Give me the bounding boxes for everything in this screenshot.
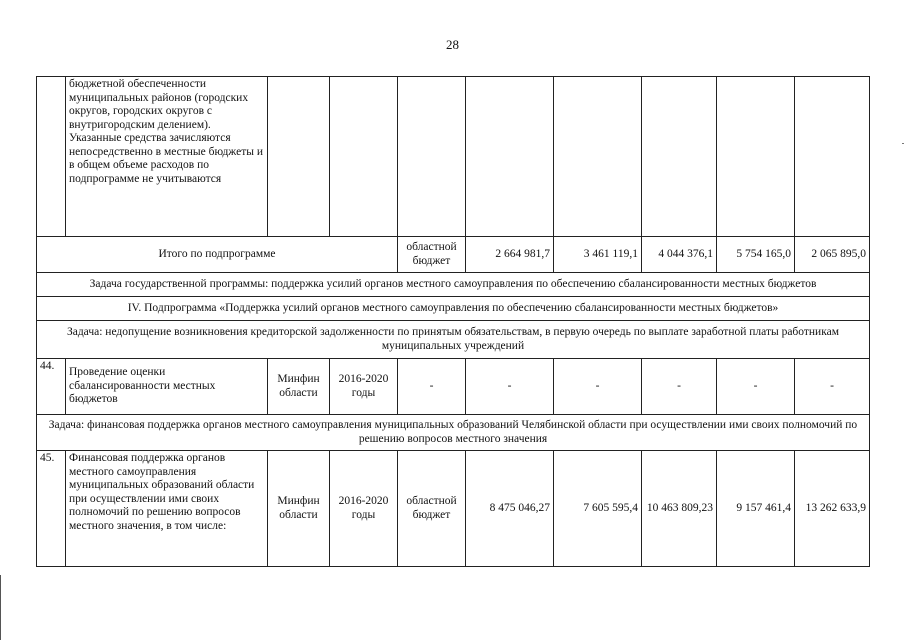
row-value-2016: 8 475 046,27 xyxy=(466,451,554,567)
total-source: областной бюджет xyxy=(398,237,466,273)
total-value-2017: 3 461 119,1 xyxy=(554,237,642,273)
row-value-2017: - xyxy=(554,359,642,415)
row-value-2016: - xyxy=(466,359,554,415)
row-value-2017: 7 605 595,4 xyxy=(554,451,642,567)
row-period: 2016-2020 годы xyxy=(330,451,398,567)
total-value-2019: 5 754 165,0 xyxy=(717,237,795,273)
task-state-program: Задача государственной программы: поддержка усилий органов местного самоуправления по обеспечению сбалансированности местных бюджетов xyxy=(37,273,870,297)
row-value-2020: 13 262 633,9 xyxy=(795,451,870,567)
subprogram-title: IV. Подпрограмма «Поддержка усилий органов местного самоуправления по обеспечению сбалансированности местных бюджетов» xyxy=(37,297,870,321)
description-cell: бюджетной обеспеченности муниципальных районов (городских округов, городских округов с внутригородским делением). Указанные средства зачисляются непосредственно в местные бюджеты и в общем объеме расходов по подпрограмме не учитываются xyxy=(66,77,268,237)
period-cell xyxy=(330,77,398,237)
total-value-2016: 2 664 981,7 xyxy=(466,237,554,273)
table-row-45 xyxy=(37,451,870,567)
page-number: 28 xyxy=(446,37,459,52)
table-row-task-state-program xyxy=(37,273,870,297)
total-value-2018: 4 044 376,1 xyxy=(642,237,717,273)
row-period: 2016-2020 годы xyxy=(330,359,398,415)
row-value-2019: - xyxy=(717,359,795,415)
task-debt: Задача: недопущение возникновения кредиторской задолженности по принятым обязательствам, в первую очередь по выплате заработной платы работникам муниципальных учреждений xyxy=(37,321,870,359)
table-row-total xyxy=(37,237,870,273)
row-value-2018: - xyxy=(642,359,717,415)
row-executor: Минфин области xyxy=(268,359,330,415)
scan-edge-mark xyxy=(902,143,904,144)
total-value-2020: 2 065 895,0 xyxy=(795,237,870,273)
row-number: 44. xyxy=(37,359,66,415)
table-row-task-debt xyxy=(37,321,870,359)
row-value-2020: - xyxy=(795,359,870,415)
row-number-cell xyxy=(37,77,66,237)
row-description: Проведение оценки сбалансированности местных бюджетов xyxy=(66,359,268,415)
value-cell-2020 xyxy=(795,77,870,237)
value-cell-2019 xyxy=(717,77,795,237)
scan-edge-mark xyxy=(0,575,1,640)
row-source: - xyxy=(398,359,466,415)
row-description: Финансовая поддержка органов местного самоуправления муниципальных образований области при осуществлении ими своих полномочий по решению вопросов местного значения, в том числе: xyxy=(66,451,268,567)
row-value-2018: 10 463 809,23 xyxy=(642,451,717,567)
value-cell-2016 xyxy=(466,77,554,237)
subprogram-table xyxy=(36,76,870,567)
value-cell-2018 xyxy=(642,77,717,237)
value-cell-2017 xyxy=(554,77,642,237)
total-label: Итого по подпрограмме xyxy=(37,237,398,273)
source-cell xyxy=(398,77,466,237)
row-executor: Минфин области xyxy=(268,451,330,567)
row-value-2019: 9 157 461,4 xyxy=(717,451,795,567)
task-financial: Задача: финансовая поддержка органов местного самоуправления муниципальных образований Челябинской области при осуществлении ими своих полномочий по решению вопросов местного значения xyxy=(37,415,870,451)
executor-cell xyxy=(268,77,330,237)
row-number: 45. xyxy=(37,451,66,567)
table-row-task-financial xyxy=(37,415,870,451)
table-row-continuation xyxy=(37,77,870,237)
table-row-44 xyxy=(37,359,870,415)
table-row-subprogram-title xyxy=(37,297,870,321)
row-source: областной бюджет xyxy=(398,451,466,567)
